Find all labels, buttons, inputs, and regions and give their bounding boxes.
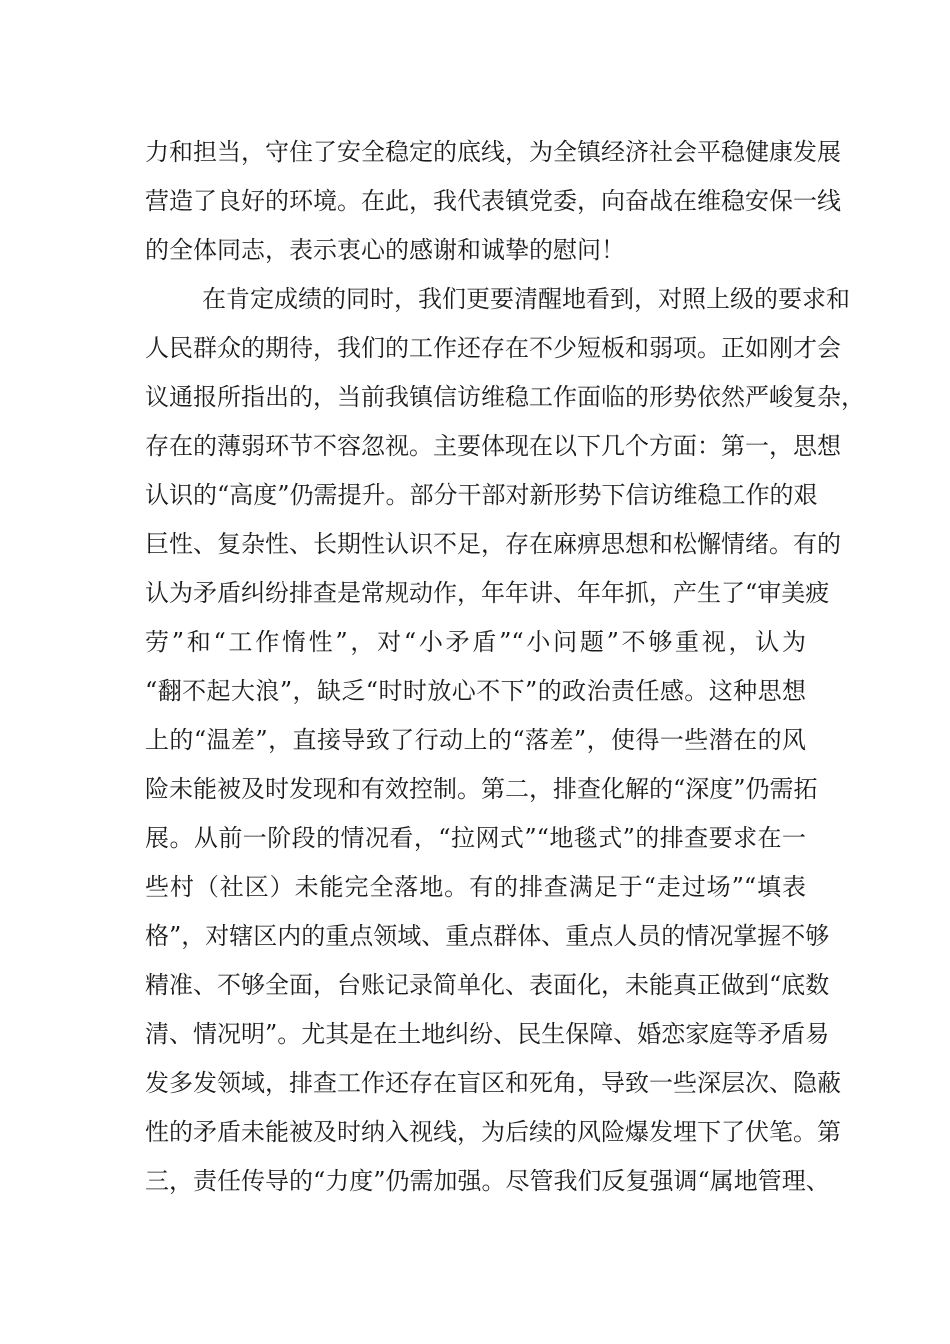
text-line: 劳”和“工作惰性”，对“小矛盾”“小问题”不够重视，认为 (145, 628, 806, 656)
text-line: 三，责任传导的“力度”仍需加强。尽管我们反复强调“属地管理、 (145, 1167, 830, 1195)
text-line: 议通报所指出的，当前我镇信访维稳工作面临的形势依然严峻复杂， (145, 383, 865, 411)
text-line: 力和担当，守住了安全稳定的底线，为全镇经济社会平稳健康发展 (145, 138, 841, 166)
text-line: 精准、不够全面，台账记录简单化、表面化，未能真正做到“底数 (145, 971, 830, 999)
text-line: 认识的“高度”仍需提升。部分干部对新形势下信访维稳工作的艰 (145, 481, 818, 509)
text-line: 发多发领域，排查工作还存在盲区和死角，导致一些深层次、隐蔽 (145, 1069, 841, 1097)
text-line: 营造了良好的环境。在此，我代表镇党委，向奋战在维稳安保一线 (145, 187, 841, 215)
text-line: 认为矛盾纠纷排查是常规动作，年年讲、年年抓，产生了“审美疲 (145, 579, 830, 607)
text-line: 格”，对辖区内的重点领域、重点群体、重点人员的情况掌握不够 (145, 922, 830, 950)
body-text (145, 128, 865, 1206)
paragraph-first-line: 在肯定成绩的同时，我们更要清醒地看到，对照上级的要求和 (202, 285, 850, 313)
text-line: 展。从前一阶段的情况看，“拉网式”“地毯式”的排查要求在一 (145, 824, 806, 852)
text-line: 些村（社区）未能完全落地。有的排查满足于“走过场”“填表 (145, 873, 806, 901)
text-line: 清、情况明”。尤其是在土地纠纷、民生保障、婚恋家庭等矛盾易 (145, 1020, 830, 1048)
text-line: 人民群众的期待，我们的工作还存在不少短板和弱项。正如刚才会 (145, 334, 841, 362)
text-line: 性的矛盾未能被及时纳入视线，为后续的风险爆发埋下了伏笔。第 (145, 1118, 841, 1146)
text-line: 上的“温差”，直接导致了行动上的“落差”，使得一些潜在的风 (145, 726, 806, 754)
text-line: 存在的薄弱环节不容忽视。主要体现在以下几个方面：第一，思想 (145, 432, 841, 460)
text-line: 巨性、复杂性、长期性认识不足，存在麻痹思想和松懈情绪。有的 (145, 530, 841, 558)
text-line: 险未能被及时发现和有效控制。第二，排查化解的“深度”仍需拓 (145, 775, 818, 803)
text-line: “翻不起大浪”，缺乏“时时放心不下”的政治责任感。这种思想 (145, 677, 806, 705)
text-line: 的全体同志，表示衷心的感谢和诚挚的慰问！ (145, 236, 625, 264)
